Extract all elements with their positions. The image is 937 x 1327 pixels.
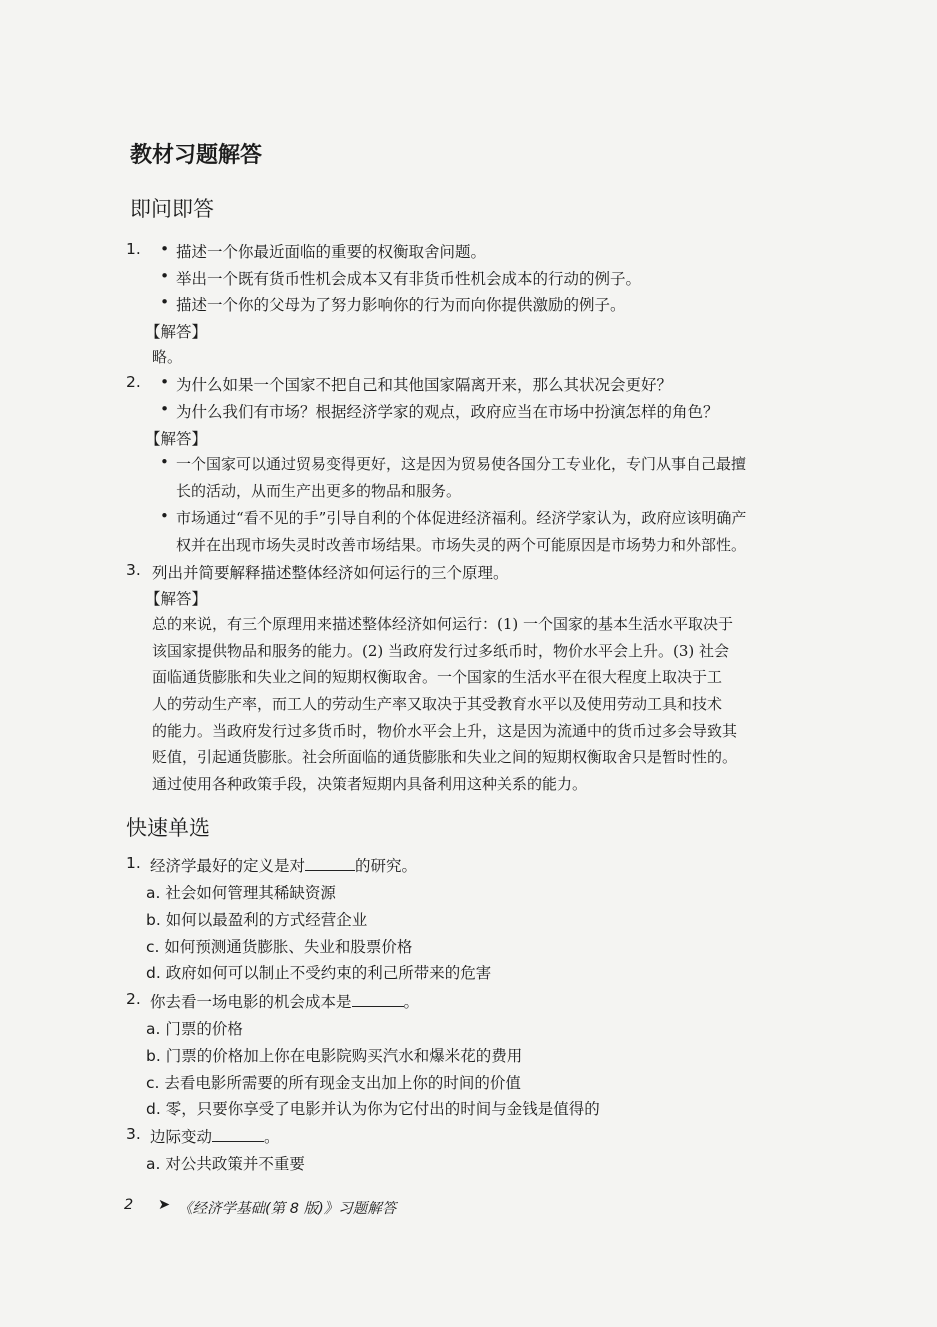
footer-book-title: 《经济学基础(第 8 版)》习题解答 [178,1201,397,1217]
list-item: • 描述一个你的父母为了努力影响你的行为而向你提供激励的例子。 [176,293,626,315]
question-number: 2. [126,990,141,1008]
answer-label: 【解答】 [145,323,208,341]
answer-blank [305,856,355,871]
option: b. 如何以最盈利的方式经营企业 [146,911,368,929]
arrow-icon: ➤ [158,1197,171,1213]
option: a. 社会如何管理其稀缺资源 [146,884,336,902]
list-item: • 为什么如果一个国家不把自己和其他国家隔离开来，那么其状况会更好？ [176,373,672,395]
list-item: • 为什么我们有市场？根据经济学家的观点，政府应当在市场中扮演怎样的角色？ [176,400,719,422]
section-heading-qa: 即问即答 [130,197,214,221]
answer-blank [212,1127,264,1142]
question-number: 1. [126,240,141,258]
question-text: 列出并简要解释描述整体经济如何运行的三个原理。 [152,564,509,582]
answer-text: 人的劳动生产率，而工人的劳动生产率又取决于其受教育水平以及使用劳动工具和技术 [152,695,723,713]
answer-text: 长的活动，从而生产出更多的物品和服务。 [176,482,462,500]
list-item: • 描述一个你最近面临的重要的权衡取舍问题。 [176,240,486,262]
answer-text: 通过使用各种政策手段，决策者短期内具备利用这种关系的能力。 [152,775,588,793]
answer-text: 略。 [152,348,183,366]
option: c. 去看电影所需要的所有现金支出加上你的时间的价值 [146,1074,521,1092]
section-heading-quick: 快速单选 [126,816,210,840]
answer-text: • 一个国家可以通过贸易变得更好，这是因为贸易使各国分工专业化，专门从事自己最擅 [176,453,746,474]
answer-text: 该国家提供物品和服务的能力。(2) 当政府发行过多纸币时，物价水平会上升。(3) 社会 [152,642,730,660]
question-number: 3. [126,561,141,579]
option: b. 门票的价格加上你在电影院购买汽水和爆米花的费用 [146,1047,523,1065]
option: d. 政府如何可以制止不受约束的利己所带来的危害 [146,964,492,982]
question-text: 你去看一场电影的机会成本是 。 [150,993,420,1011]
answer-text: 权并在出现市场失灵时改善市场结果。市场失灵的两个可能原因是市场势力和外部性。 [176,536,747,554]
option: a. 对公共政策并不重要 [146,1155,305,1173]
page-number: 2 [124,1197,134,1213]
answer-text: 的能力。当政府发行过多货币时，物价水平会上升，这是因为流通中的货币过多会导致其 [152,722,738,740]
answer-label: 【解答】 [145,590,208,608]
question-number: 3. [126,1125,141,1143]
answer-label: 【解答】 [145,430,208,448]
page-title: 教材习题解答 [130,143,263,168]
question-text: 边际变动 。 [150,1128,280,1146]
answer-text: 总的来说，有三个原理用来描述整体经济如何运行：(1) 一个国家的基本生活水平取决于 [152,615,734,633]
question-number: 1. [126,854,141,872]
option: d. 零，只要你享受了电影并认为你为它付出的时间与金钱是值得的 [146,1100,600,1118]
option: a. 门票的价格 [146,1020,243,1038]
option: c. 如何预测通货膨胀、失业和股票价格 [146,938,413,956]
list-item: • 举出一个既有货币性机会成本又有非货币性机会成本的行动的例子。 [176,267,641,289]
question-text: 经济学最好的定义是对 的研究。 [150,857,418,875]
answer-blank [352,992,404,1007]
answer-text: • 市场通过“看不见的手”引导自利的个体促进经济福利。经济学家认为，政府应该明确产 [176,507,746,528]
answer-text: 面临通货膨胀和失业之间的短期权衡取舍。一个国家的生活水平在很大程度上取决于工 [152,668,723,686]
answer-text: 贬值，引起通货膨胀。社会所面临的通货膨胀和失业之间的短期权衡取舍只是暂时性的。 [152,748,738,766]
question-number: 2. [126,373,141,391]
